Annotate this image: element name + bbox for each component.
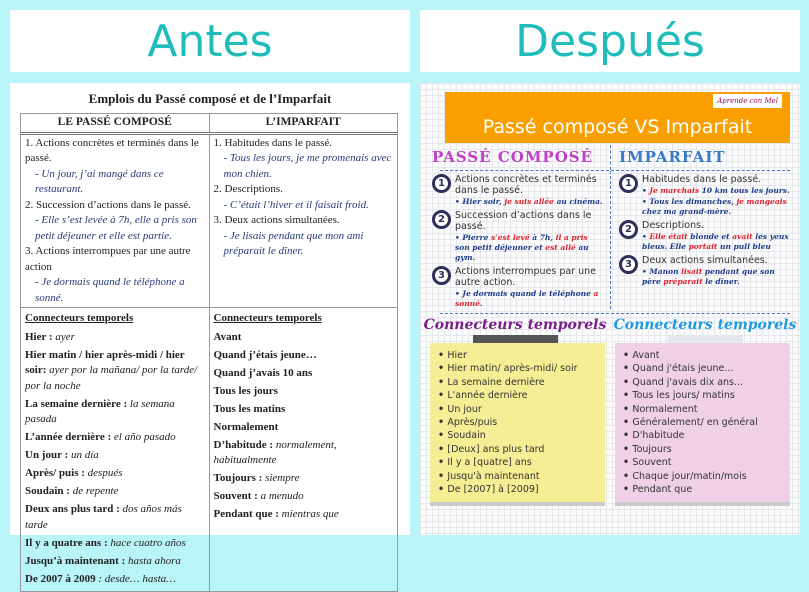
connector-item — [214, 438, 394, 469]
connector-item: • Avant — [623, 349, 790, 362]
step-item — [619, 174, 794, 217]
connector-item: • Souvent — [623, 456, 790, 469]
bullet: • — [455, 197, 463, 206]
example-text: Hier soir, — [462, 197, 505, 206]
connector-item — [214, 489, 394, 505]
example-text: à 7h, — [529, 233, 556, 242]
step-body — [455, 210, 604, 263]
step-item — [619, 255, 794, 287]
connector-item — [25, 502, 205, 533]
bullet: • — [642, 267, 650, 276]
connector-item — [214, 420, 394, 436]
connector-spanish: hace cuatro años — [110, 536, 186, 549]
imp-uses-cell — [209, 133, 398, 308]
pc-heading: PASSÉ COMPOSÉ — [432, 148, 594, 166]
connector-item — [214, 366, 394, 382]
connector-item: • Pendant que — [623, 483, 790, 496]
use-label: 2. Descriptions. — [213, 183, 283, 195]
step-number-2: 2 — [619, 220, 638, 239]
bullet: • — [642, 232, 650, 241]
connector-item: • L'année dernière — [438, 389, 605, 402]
tape-decoration — [473, 335, 558, 343]
connectors-titles — [420, 316, 800, 334]
example-text: les yeux bleus. Elle — [642, 232, 789, 251]
pc-connectors-title: Connecteurs temporels — [423, 317, 607, 333]
step-item — [619, 220, 794, 252]
use-example: - C’était l’hiver et il faisait froid. — [223, 198, 369, 211]
verb-highlight: avait — [732, 232, 753, 241]
connector-item — [25, 330, 205, 346]
connector-spanish: la semana pasada — [25, 397, 175, 425]
connector-item: • Il y a [quatre] ans — [438, 456, 605, 469]
connector-french: L’année dernière : — [25, 431, 114, 443]
connectors-notes — [420, 343, 800, 502]
connector-item: • D'habitude — [623, 429, 790, 442]
connector-item — [25, 430, 205, 446]
verb-highlight: je mangeais — [736, 197, 787, 206]
use-example: - Je lisais pendant que mon ami préparait le dîner. — [223, 229, 364, 257]
use-label: Succession d’actions dans le passé. — [455, 210, 592, 232]
example-text: chez ma grand-mère. — [642, 207, 731, 216]
connector-french: Deux ans plus tard : — [25, 503, 123, 515]
connector-item — [25, 448, 205, 464]
connector-spanish: dos años más tarde — [25, 503, 182, 531]
use-example: - Elle s’est levée à 7h, elle a pris son petit déjeuner et elle est partie. — [35, 214, 197, 242]
bullet: • — [642, 197, 650, 206]
use-example: - Tous les jours, je me promenais avec mon chien. — [223, 152, 392, 180]
connector-spanish: a menudo — [260, 490, 304, 502]
connectors-title: Connecteurs temporels — [213, 312, 322, 324]
connector-item: • De [2007] à [2009] — [438, 483, 605, 496]
example-text: Je dormais quand le téléphone — [462, 289, 594, 298]
connector-french: De 2007 à 2009 — [25, 572, 99, 585]
use-label: Descriptions. — [642, 220, 705, 231]
connector-french: La semaine dernière : — [25, 397, 130, 410]
verb-highlight: je suis allée — [504, 197, 554, 206]
connector-french: Souvent : — [213, 490, 261, 502]
connector-french: Avant — [213, 330, 242, 343]
step-body — [642, 255, 794, 287]
example-text: Manon — [649, 267, 682, 276]
step-number-3: 3 — [619, 255, 638, 274]
example-sentence — [642, 267, 794, 287]
step-number-1: 1 — [619, 174, 638, 193]
connector-french: Il y a quatre ans : — [25, 536, 111, 549]
connector-item: • Chaque jour/matin/mois — [623, 470, 790, 483]
connector-french: Après/ puis : — [25, 467, 88, 479]
bullet: • — [642, 186, 650, 195]
infographic-banner — [445, 92, 790, 143]
step-number-2: 2 — [432, 210, 451, 229]
imp-connectors-title: Connecteurs temporels — [613, 317, 797, 333]
use-label: 1. Habitudes dans le passé. — [213, 136, 333, 149]
connector-item: • Quand j'étais jeune... — [623, 362, 790, 375]
use-example: - Je dormais quand le téléphone a sonné. — [35, 276, 185, 304]
column-header-passe-compose: LE PASSÉ COMPOSÉ — [21, 114, 210, 134]
connector-item — [214, 402, 394, 418]
connector-item — [214, 384, 394, 400]
connector-item — [25, 348, 205, 395]
example-sentence — [642, 186, 794, 196]
tape-decoration — [668, 335, 743, 343]
example-text: . — [479, 299, 483, 308]
document-title: Emplois du Passé composé et de l’Imparfait — [88, 91, 332, 106]
use-example: - Un jour, j’ai mangé dans ce restaurant. — [35, 167, 164, 195]
verb-highlight: il a pris — [555, 233, 588, 242]
bullet: • — [455, 289, 463, 298]
connector-french: Toujours : — [213, 472, 266, 484]
connector-spanish: ayer por la mañana/ por la tarde/ por la noche — [25, 364, 198, 392]
step-number-3: 3 — [432, 266, 451, 285]
connector-spanish: después — [87, 467, 123, 479]
connector-item: • Jusqu'à maintenant — [438, 470, 605, 483]
connector-french: Tous les jours — [213, 384, 278, 397]
connector-spanish: siempre — [265, 472, 300, 484]
before-panel — [10, 83, 410, 585]
connector-item — [25, 572, 205, 588]
connector-item: • [Deux] ans plus tard — [438, 443, 605, 456]
before-header: Antes — [10, 10, 410, 72]
pc-uses-column — [420, 171, 610, 309]
grammar-table — [20, 113, 398, 592]
uses-row — [420, 171, 800, 309]
connectors-title: Connecteurs temporels — [25, 312, 134, 324]
connector-item — [25, 466, 205, 482]
connector-item: • Généralement/ en général — [623, 416, 790, 429]
connector-french: Un jour : — [25, 449, 71, 461]
connector-french: Jusqu’à maintenant : — [25, 554, 128, 567]
tapes — [420, 334, 800, 343]
verb-highlight: s’est levé — [490, 233, 530, 242]
example-text: Pierre — [462, 233, 491, 242]
step-item — [432, 210, 604, 263]
verb-highlight: portait — [688, 242, 718, 251]
logo: Aprende con Mel — [713, 94, 782, 108]
connector-item — [25, 536, 205, 552]
use-label: 3. Actions interrompues par une autre action — [25, 245, 191, 273]
verb-highlight: Je marchais — [649, 186, 700, 195]
example-sentence — [455, 197, 604, 207]
connector-item: • Quand j'avais dix ans... — [623, 376, 790, 389]
imp-heading-cell — [610, 145, 800, 170]
connector-spanish: hasta ahora — [128, 554, 181, 567]
connector-spanish: normalement, habitualmente — [213, 438, 337, 466]
connector-item: • Soudain — [438, 429, 605, 442]
column-headings — [420, 145, 800, 170]
connector-item: • Un jour — [438, 403, 605, 416]
example-sentence — [642, 197, 794, 217]
example-sentence — [455, 289, 604, 309]
connector-item — [214, 330, 394, 346]
example-text: blonde et — [687, 232, 733, 241]
connector-item — [214, 507, 394, 523]
connector-item: • Après/puis — [438, 416, 605, 429]
banner-title: Passé composé VS Imparfait — [482, 116, 753, 138]
connector-french: Normalement — [213, 420, 279, 433]
connector-spanish: mientras que — [281, 508, 339, 520]
connector-french: Soudain : — [25, 485, 73, 497]
pc-connectors-note — [430, 343, 605, 502]
verb-highlight: est allé — [545, 243, 576, 252]
example-text: un pull bleu — [717, 242, 771, 251]
use-label: Deux actions simultanées. — [642, 255, 768, 266]
step-number-1: 1 — [432, 174, 451, 193]
example-text: pendant que son père — [642, 267, 775, 286]
column-header-imparfait: L’IMPARFAIT — [209, 114, 398, 134]
step-item — [432, 174, 604, 207]
connector-french: Tous les matins — [213, 402, 286, 415]
imp-uses-column — [610, 171, 800, 309]
verb-highlight: lisait — [681, 267, 703, 276]
connector-spanish: de repente — [72, 485, 119, 497]
pc-uses-cell — [21, 133, 210, 308]
connector-french: Pendant que : — [213, 508, 282, 520]
connector-item: • Normalement — [623, 403, 790, 416]
example-text: au cinéma. — [553, 197, 603, 206]
connector-spanish: el año pasado — [113, 431, 176, 443]
verb-highlight: Elle était — [649, 232, 688, 241]
use-label: 1. Actions concrètes et terminés dans le passé. — [25, 136, 199, 164]
connector-item: • Tous les jours/ matins — [623, 389, 790, 402]
example-text: Tous les dimanches, — [649, 197, 737, 206]
step-body — [455, 266, 604, 309]
connector-french: D’habitude : — [213, 438, 276, 451]
connector-item: • Toujours — [623, 443, 790, 456]
connector-spanish: ayer — [55, 330, 75, 343]
use-label: Habitudes dans le passé. — [642, 174, 762, 185]
divider — [440, 313, 790, 314]
connector-french: Hier : — [25, 330, 56, 343]
verb-highlight: préparait — [663, 277, 703, 286]
step-body — [642, 220, 794, 252]
example-sentence — [642, 232, 794, 252]
use-label: Actions interrompues par une autre action. — [455, 266, 596, 288]
connector-french: Hier matin / hier après-midi / hier soir: — [25, 348, 185, 376]
example-text: son petit déjeuner et — [455, 243, 546, 252]
connector-french: Quand j’étais jeune… — [213, 348, 317, 361]
bullet: • — [455, 233, 463, 242]
connector-item — [214, 471, 394, 487]
imp-connectors-cell — [209, 308, 398, 592]
connector-item — [25, 484, 205, 500]
infographic-body — [420, 145, 800, 535]
use-label: Actions concrètes et terminés dans le passé. — [455, 174, 597, 196]
pc-connectors-cell — [21, 308, 210, 592]
pc-heading-cell — [420, 145, 610, 170]
example-text: 10 km tous les jours. — [699, 186, 790, 195]
imp-connectors-note — [615, 343, 790, 502]
after-header: Después — [420, 10, 800, 72]
imp-heading: IMPARFAIT — [619, 148, 726, 166]
connector-spanish: un día — [70, 449, 99, 461]
use-label: 3. Deux actions simultanées. — [213, 214, 340, 226]
connector-item: • Hier matin/ après-midi/ soir — [438, 362, 605, 375]
connector-item — [25, 554, 205, 570]
verb-highlight: a sonné — [455, 289, 599, 308]
step-body — [455, 174, 604, 207]
example-text: le dîner. — [702, 277, 740, 286]
step-item — [432, 266, 604, 309]
step-body — [642, 174, 794, 217]
connector-spanish: : desde… hasta… — [98, 572, 176, 585]
connector-item: • La semaine dernière — [438, 376, 605, 389]
after-panel — [420, 83, 800, 535]
example-text: au gym. — [455, 243, 589, 262]
example-sentence — [455, 233, 604, 263]
connector-french: Quand j’avais 10 ans — [213, 366, 313, 379]
connector-item — [214, 348, 394, 364]
use-label: 2. Succession d’actions dans le passé. — [25, 198, 191, 211]
connector-item — [25, 397, 205, 428]
connector-item: • Hier — [438, 349, 605, 362]
